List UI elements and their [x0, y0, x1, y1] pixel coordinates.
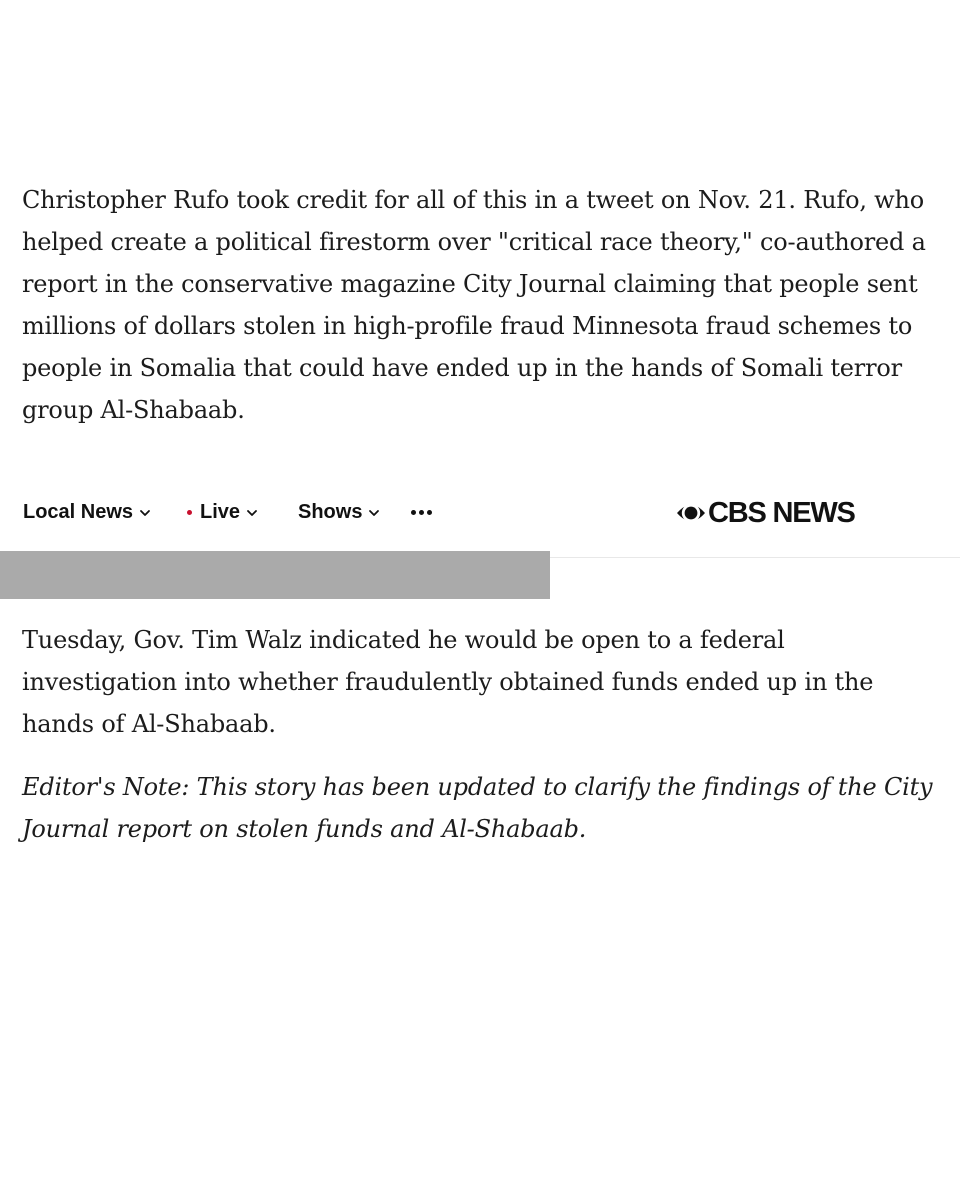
ellipsis-icon[interactable]: [411, 503, 432, 521]
cbs-eye-icon: [676, 498, 706, 528]
brand-wordmark: CBS NEWS: [708, 497, 855, 529]
article-paragraph-walz: Tuesday, Gov. Tim Walz indicated he would be open to a federal investigation into whether fraudulently obtained funds ended up in the hands of Al-Shabaab.: [22, 626, 874, 738]
chevron-down-icon: [367, 506, 381, 520]
nav-local-news[interactable]: [23, 501, 152, 523]
nav-live[interactable]: [187, 501, 259, 523]
site-navigation-bar: [0, 480, 960, 558]
nav-shows-label: Shows: [298, 500, 363, 523]
editors-note: Editor's Note: This story has been updated to clarify the findings of the City Journal report on stolen funds and Al-Shabaab.: [22, 773, 933, 843]
placeholder-bar: [0, 551, 550, 599]
live-indicator-dot: [187, 510, 192, 515]
nav-local-news-label: Local News: [23, 500, 134, 523]
article-paragraph-rufo: Christopher Rufo took credit for all of this in a tweet on Nov. 21. Rufo, who helped create a political firestorm over "critical race theory," co-authored a report in the conservative magazine City Journal claiming that people sent millions of dollars stolen in high-profile fraud Minnesota fraud schemes to people in Somalia that could have ended up in the hands of Somali terror group Al-Shabaab.: [22, 186, 926, 424]
nav-shows[interactable]: [298, 501, 381, 523]
chevron-down-icon: [138, 506, 152, 520]
nav-live-label: Live: [200, 500, 241, 523]
cbs-news-logo[interactable]: [676, 497, 855, 529]
chevron-down-icon: [245, 506, 259, 520]
